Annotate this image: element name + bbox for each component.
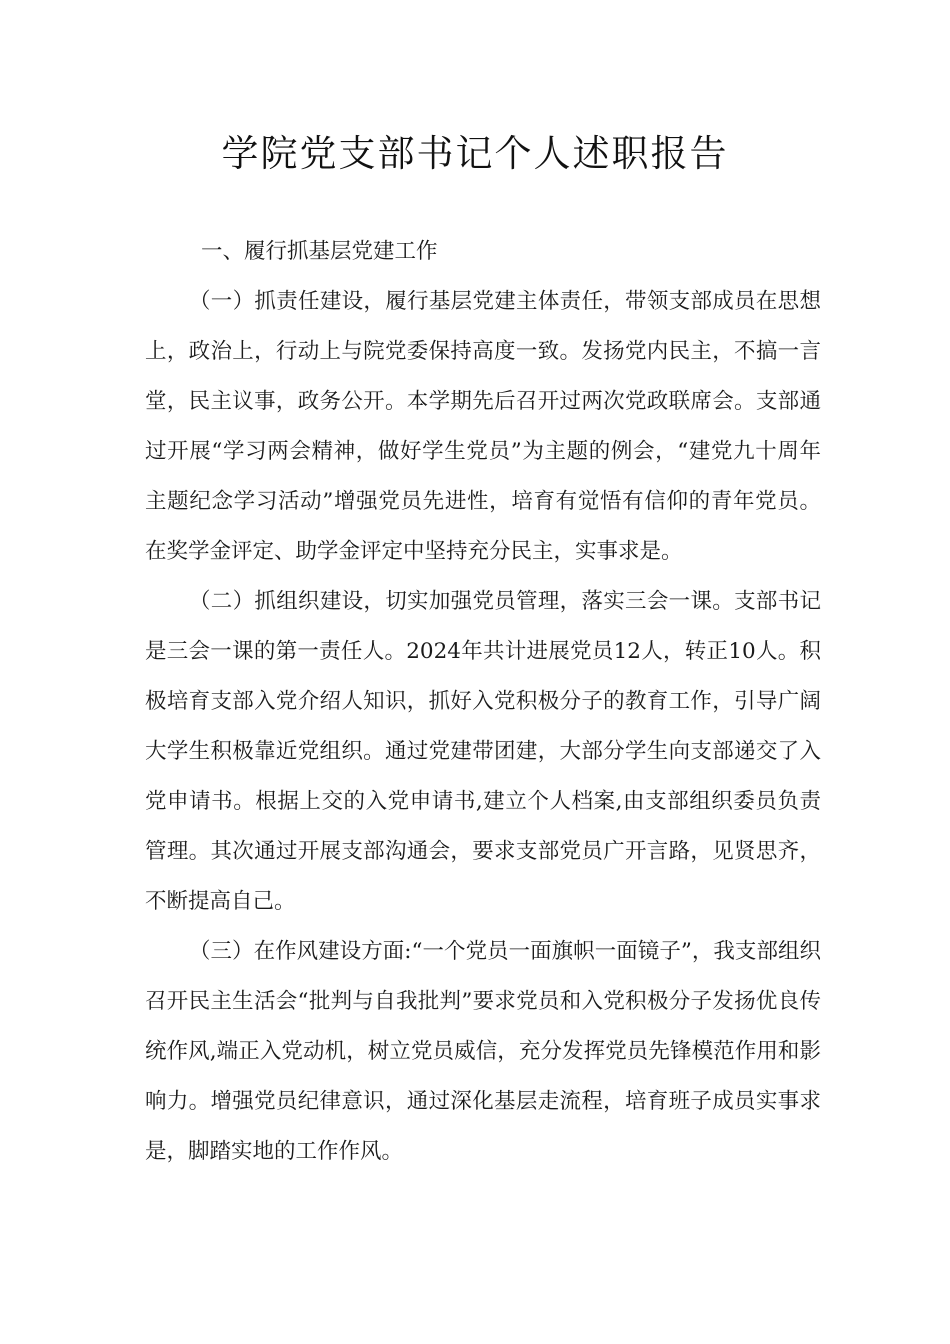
document-title: 学院党支部书记个人述职报告 — [221, 132, 729, 175]
paragraph-organization: （二）抓组织建设，切实加强党员管理，落实三会一课。支部书记是三会一课的第一责任人。2024年共计进展党员12人，转正10人。积极培育支部入党介绍人知识，抓好入党积极分子的教育工作，引导广阔大学生积极靠近党组织。通过党建带团建，大部分学生向支部递交了入党申请书。根据上交的入党申请书,建立个人档案,由支部组织委员负责管理。其次通过开展支部沟通会，要求支部党员广开言路，见贤思齐，不断提高自己。 — [145, 589, 821, 914]
paragraph-work-style: （三）在作风建设方面:“一个党员一面旗帜一面镜子”，我支部组织召开民主生活会“批判与自我批判”要求党员和入党积极分子发扬优良传统作风,端正入党动机，树立党员威信，充分发挥党员先锋模范作用和影响力。增强党员纪律意识，通过深化基层走流程，培育班子成员实事求是，脚踏实地的工作作风。 — [145, 939, 821, 1164]
document-body — [145, 227, 821, 1177]
paragraph-responsibility: （一）抓责任建设，履行基层党建主体责任，带领支部成员在思想上，政治上，行动上与院党委保持高度一致。发扬党内民主，不搞一言堂，民主议事，政务公开。本学期先后召开过两次党政联席会。支部通过开展“学习两会精神，做好学生党员”为主题的例会，“建党九十周年主题纪念学习活动”增强党员先进性，培育有觉悟有信仰的青年党员。在奖学金评定、助学金评定中坚持充分民主，实事求是。 — [145, 289, 821, 564]
section-heading: 一、履行抓基层党建工作 — [201, 239, 438, 264]
